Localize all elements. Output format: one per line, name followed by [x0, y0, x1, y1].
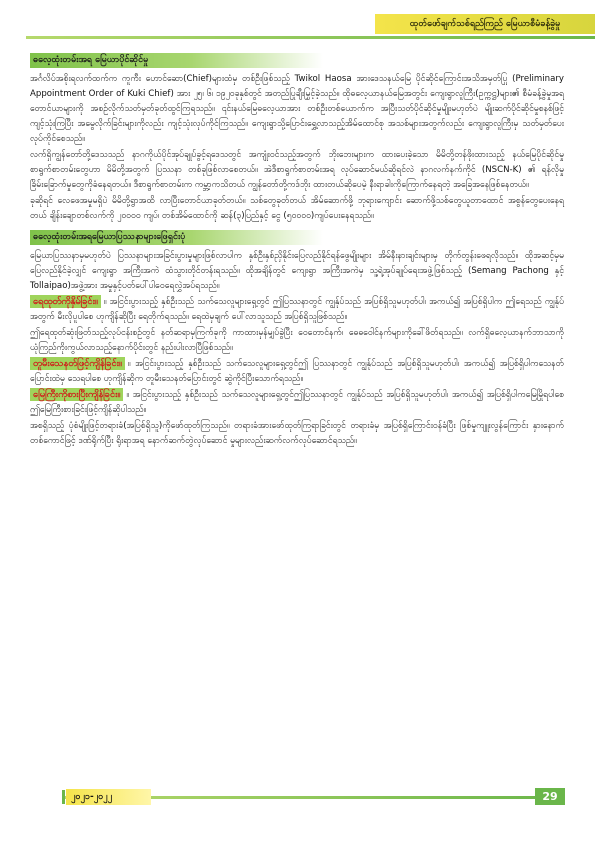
ritual-item-text: ။ အငြင်းပွားသည့် နှစ်ဦးသည် သက်သေလူများရှေ့တွင်ဤပြဿနာတွင် ကျွန်ုပ်သည် အပြစ်ရှိသူမဟုတ်ပါ၊ အကယ်၍ အပြစ်ရှိပါကမြေမြိုရပါစေ ဤမြေကြီးစားခြင်းဖြင့်ကျိန်ဆိုပါသည်။ [30, 390, 564, 415]
section-2-intro: မြေယာပြဿနာမှမဟုတ်ပဲ ပြဿနာများအခြင်းပွားမှုများဖြစ်လာပါက နှစ်ဦးနှစ်ညှိနိုင်းပြေလည်နိုင်ရန်ဖွေမျိုးများ အိမ်နီးနားချင်းများမှ တိုက်တွန်းဖေရလိုသည်။ ထိုအဆင့်မှမပြေလည်နိုင်ခဲ့လျှင် ကျေးရွာ အကြီးအကဲ ထံသွားတိုင်တန်းရသည်။ ထိုအချိန်တွင် ကျေးရွာ အကြီးအကဲမှ သူ့ရဲ့အုပ်ချုပ်ရေးအဖွဲ့ဖြစ်သည့် (Semang Pachong နှင့် Tollaipao)အဖွဲ့အား အမှုနှင့်ပတ်ပေါ်ပါ၀ေရေလွှဲအပ်ရသည်။ [30, 251, 564, 291]
page-header [0, 14, 595, 36]
section-1-paragraph: လက်ရှိကျွန်တော်တို့ဒေသသည် နာဂကိုယ်ပိုင်အုပ်ချုပ်ခွင့်ရဒေသတွင် အကျုံးဝင်သည့်အတွက် ဘိုးဘေးများက ထားပေးခဲ့သော မိမိတို့တန်ဖိုးထားသည့် နယ်မြေပိုင်ဆိုင်မှု စာရွက်စာတမ်းတွေဟာ မိမိတို့အတွက် ပြဿနာ တစ်ခုဖြစ်လာစေတယ်။ အဲဒီစာရွက်စာတမ်းအရ လုပ်ဆောင်မယ်ဆိုရင်လဲ နာဂလက်နက်ကိုင် (NSCN-K) ၏ ရန်လိုမှု ခြိမ်းခြောက်မှုတွေကိုခံနေရတယ်။ ဒီစာရွက်စာတမ်းက ကမ္ဘာ့ကသိတယ် ကျွန်တော်တို့ကဒ်ဘိုး ထားတယ်ဆိုပေမဲ့ နီးရာခါးကိုကြောက်နေရတဲ့ အခြေအနေဖြစ်နေတယ်။ [30, 150, 564, 190]
ritual-item-label: ရေထုတ်ကိုနှိမ်ခြင်း။ [30, 295, 101, 308]
header-title: ထုတ်ဖော်ချက်သစ်ရည်ကြည် မြေယာစီမံခန့်ခွဲမှု [375, 14, 595, 34]
ritual-item [30, 357, 564, 387]
section-2-closing: အစရှိသည့် ပုံစံမျိုးဖြင့်တရားခံ(အပြစ်ရှိသူ)ကိုဖော်ထုတ်ကြသည်။ တရားခံအားဖော်ထုတ်ကြရာခြင်းတွင် တရားခံမှ အပြစ်ရှိကြောင်းဝန်ခံပြီး ဖြစ်မှုကျူးလွန်ကြောင်း နှားနောက်တစ်ကောင်ဖြင့် ဒဏ်ရိုက်ပြီး ရိုးရာအရ နောက်ဆက်တွဲလုပ်ဆောင် မှုများလည်းဆက်လက်လုပ်ဆောင်ရသည်။ [30, 421, 564, 446]
footer-marker [62, 790, 65, 804]
section-1-title: ဓလေ့ထုံးတမ်းအရ မြေယာပိုင်ဆိုင်မှု [30, 53, 323, 68]
page-number: 29 [535, 788, 565, 805]
section-1-paragraph: ခုဆိုရင် လေဖေအမှုမရှိပဲ မိမိတို့ရွာအထိ လာပြီးတောင်ယာခုတ်တယ်။ သစ်တွေခုတ်တယ် အိမ်ဆောက်ဖို့ ဘုရားကျောင်း ဆောက်ဖို့သစ်တွေယူတာထောင် အစွန်တွေပေးနေရတယ် ချိန်းချောတစ်လက်ကို ၂၀၀၀၀ ကျပ်၊ တစ်အိမ်ထောင်ကို ဆန်(၃)ပြည်နှင့် ငွေ (၅၀၀၀၀)ကျပ်ပေးနေရသည်။ [30, 196, 564, 221]
ritual-item-label: မြေကြီးကိုစားပြီးကျိန်ခြင်း။ [30, 388, 123, 401]
ritual-item-text: ။ အငြင်းပွားသည့် နှစ်ဦးသည် သက်သေလူများရှေ့တွင်ဤ ပြဿနာတွင် ကျွန်ုပ်သည် အပြစ်ရှိသူမဟုတ်ပါ၊ အကယ်၍ အပြစ်ရှိပါကသေနတ်ပြောင်းထဲမှ သေရပါစေ ဟုကျိန်ဆိုက တူမီးသေနတ်ပြောင်းတွင် ဆွဲကိုင်ပြီးသောက်ရသည်။ [30, 359, 564, 384]
ritual-item [30, 388, 564, 418]
ritual-item-extra: ဤရေထုတ်ဆုံးဖြတ်သည့်လုပ်ငန်းစဉ်တွင် နတ်ဆရာမှကြက်ခုကို ကာထားမှန်မျှပ်ခွဲပြီး ဝေတောင်နက်၊ ဓေဓဝေါင်နက်များကိုခေါ်ဖိတ်ရသည်။ လက်ရှိဓလေ့ယာနက်ဘာသာကို ယုံကြည်ကိုးကွယ်လာသည့်နောက်ပိုင်းတွင် နည်းပါးလာပြီဖြစ်သည်။ [30, 328, 564, 353]
section-1-paragraph: အင်္ဂလိပ်အစိုးရလက်ထက်က ကူကီး ဟောင်ဆော(Chief)များထံမှ တစ်ဦးဖြစ်သည့် Twikol Haosa အားဒေသနယ်မြေ ပိုင်ဆိုင်ကြောင်းအသိအမှတ်ပြု (Preliminary Appointment Order of Kuki Chief) အား ၂၅၊ ၆၊ ၁၉၂၀ခုနှစ်တွင် အတည်ပြုချီးမြှင့်ခဲ့သည်။ ထိုဓလေ့ယာနယ်မြေအတွင်း ကျေးရွာလူကြီး(ဥက္ကဋ္ဌ)များ၏ စီမံခန့်ခွဲမှုအရ တောင်ယာများကို အစဉ်လိုက်သတ်မှတ်ခုတ်ထွင်ကြရသည်။ ၎င်းနယ်မြေဓလေ့ယာအား တစ်ဦးတစ်ယောက်က အပြီးသတ်ပိုင်ဆိုင်မှုမျိုးမဟုတ်ပဲ မျိုးဆက်ပိုင်ဆိုင်မှုစနစ်ဖြင့်ကျင့်သုံးကြပြီး အမွေလိုက်ခြင်းများကိုလည်း ကျင့်သုံးလုပ်ကိုင်ကြသည်။ ကျေးရွာသို့ပြောင်းရွှေ့လာသည့်အိမ်ထောင်စု အသစ်များအတွက်လည်း ကျေးရွာလူကြီးမှ သတ်မှတ်ပေးလုပ်ကိုင်စေသည်။ [30, 74, 564, 144]
ritual-item [30, 295, 564, 325]
ritual-item-text: ။ အငြင်းပွားသည့် နှစ်ဦးသည် သက်သေလူများရှေ့တွင် ဤပြဿနာတွင် ကျွန်ုပ်သည် အပြစ်ရှိသူမဟုတ်ပါ၊ အကယ်၍ အပြစ်ရှိပါက ဤရေသည် ကျွန်ုပ်အတွက် မီးလိုပူပါစေ ဟုကျိန်ဆိုပြီး ရေတိုက်ရသည်။ ရေထဲမှချက် ပေါ်လာသူသည် အပြစ်ရှိသူဖြစ်သည်။ [30, 297, 564, 322]
footer-label: ၂၀၂၁-၂၀၂၂ [66, 789, 151, 805]
ritual-item-label: တူမီးသေနတ်ဖြင့်ကျိန်ခြင်း။ [30, 357, 125, 370]
page-content [30, 53, 564, 450]
page-footer [0, 790, 595, 842]
header-rule [26, 36, 595, 39]
section-2-title: ဓလေ့ထုံးတမ်းအရမြေယာပြဿနာများဖြေရှင်းပုံ [30, 230, 323, 245]
